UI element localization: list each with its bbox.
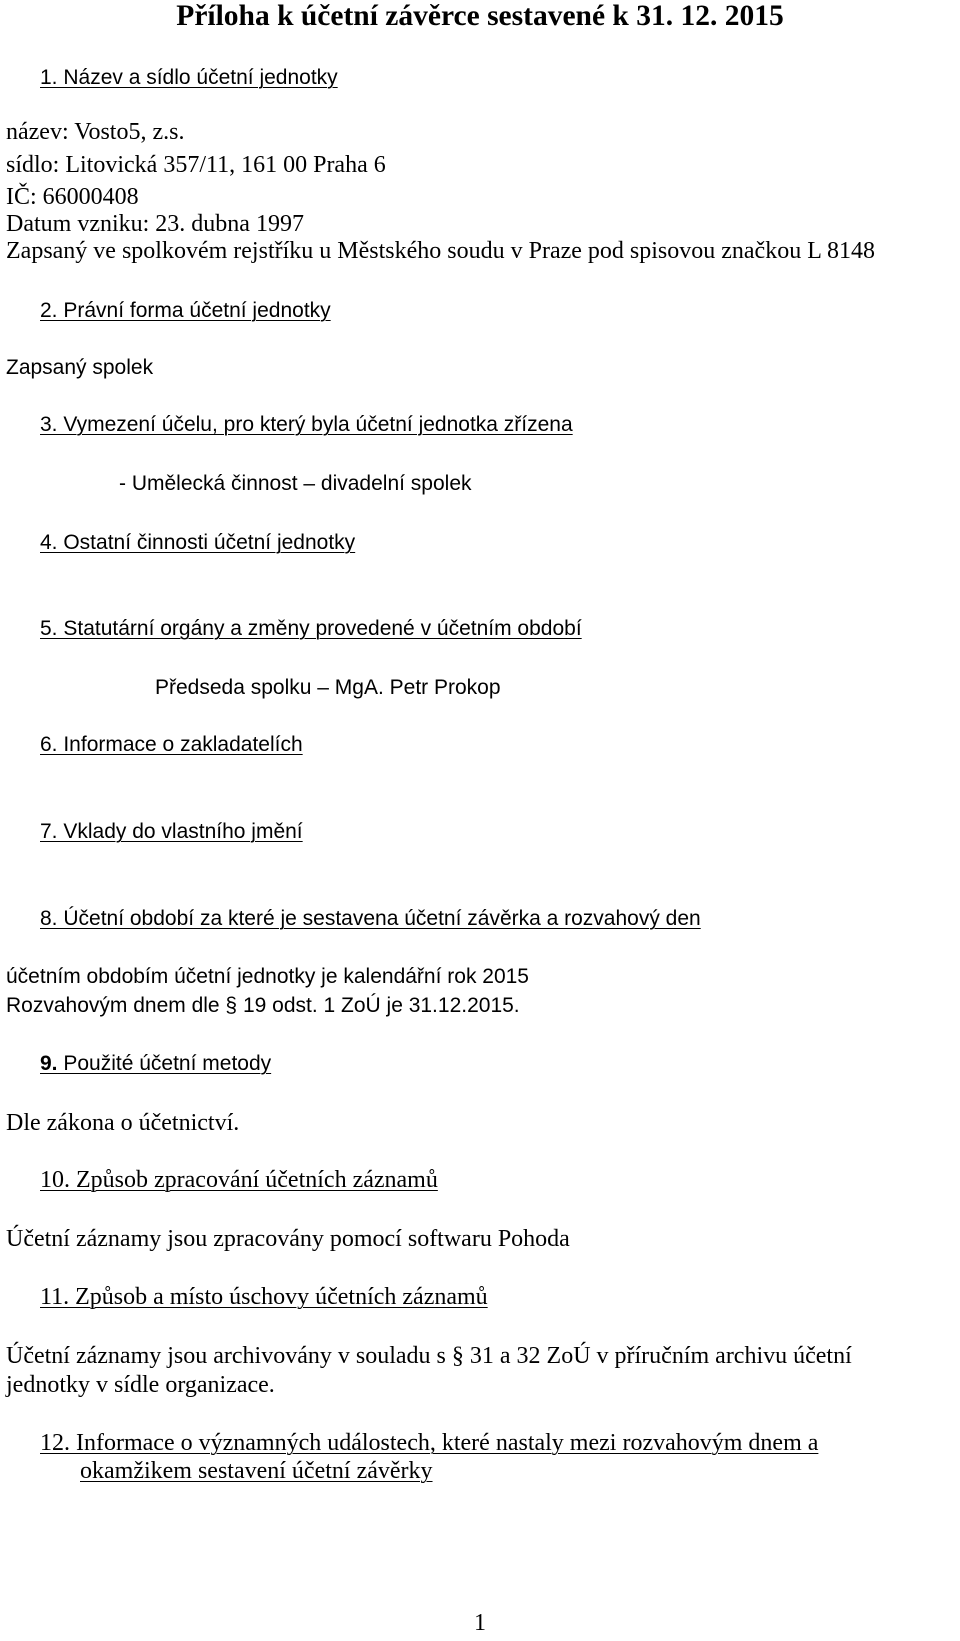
entity-registry: Zapsaný ve spolkovém rejstříku u Městského soudu v Praze pod spisovou značkou L 8148 (6, 238, 875, 264)
section-9-title: Použité účetní metody (57, 1052, 272, 1075)
section-5-heading: 5. Statutární orgány a změny provedené v účetním období (40, 617, 582, 640)
section-7-heading: 7. Vklady do vlastního jmění (40, 820, 303, 843)
section-10-heading: 10. Způsob zpracování účetních záznamů (40, 1167, 438, 1193)
section-9-heading (40, 1052, 271, 1076)
entity-name-line (6, 119, 184, 147)
entity-name-value: Vosto5, z.s. (74, 119, 185, 145)
page-number: 1 (474, 1610, 486, 1636)
section-2-heading: 2. Právní forma účetní jednotky (40, 299, 331, 322)
records-processing: Účetní záznamy jsou zpracovány pomocí softwaru Pohoda (6, 1226, 570, 1252)
balance-date-line: Rozvahovým dnem dle § 19 odst. 1 ZoÚ je 31.12.2015. (6, 994, 520, 1017)
entity-seat: sídlo: Litovická 357/11, 161 00 Praha 6 (6, 152, 386, 178)
section-11-heading: 11. Způsob a místo úschovy účetních záznamů (40, 1284, 488, 1310)
section-6-heading: 6. Informace o zakladatelích (40, 733, 303, 756)
purpose-item: - Umělecká činnost – divadelní spolek (119, 472, 472, 495)
entity-ico: IČ: 66000408 (6, 184, 139, 210)
accounting-period-line: účetním obdobím účetní jednotky je kalendářní rok 2015 (6, 965, 529, 988)
legal-form: Zapsaný spolek (6, 356, 154, 379)
section-12-heading-line-2: okamžikem sestavení účetní závěrky (80, 1458, 433, 1484)
section-8-heading: 8. Účetní období za které je sestavena účetní závěrka a rozvahový den (40, 907, 701, 930)
accounting-methods: Dle zákona o účetnictví. (6, 1110, 240, 1136)
section-4-heading: 4. Ostatní činnosti účetní jednotky (40, 531, 356, 554)
section-9-number: 9. (40, 1052, 58, 1075)
statutory-body-item: Předseda spolku – MgA. Petr Prokop (155, 676, 501, 699)
entity-name-label: název: (6, 119, 75, 145)
section-12-heading-line-1: 12. Informace o významných událostech, které nastaly mezi rozvahovým dnem a (40, 1430, 819, 1456)
section-3-heading: 3. Vymezení účelu, pro který byla účetní jednotka zřízena (40, 413, 573, 436)
entity-founded: Datum vzniku: 23. dubna 1997 (6, 211, 304, 237)
records-storage-line-1: Účetní záznamy jsou archivovány v souladu s § 31 a 32 ZoÚ v příručním archivu účetní (6, 1343, 852, 1369)
document-title: Příloha k účetní závěrce sestavené k 31. 12. 2015 (176, 0, 784, 32)
records-storage-line-2: jednotky v sídle organizace. (6, 1372, 275, 1398)
section-1-heading: 1. Název a sídlo účetní jednotky (40, 66, 338, 89)
